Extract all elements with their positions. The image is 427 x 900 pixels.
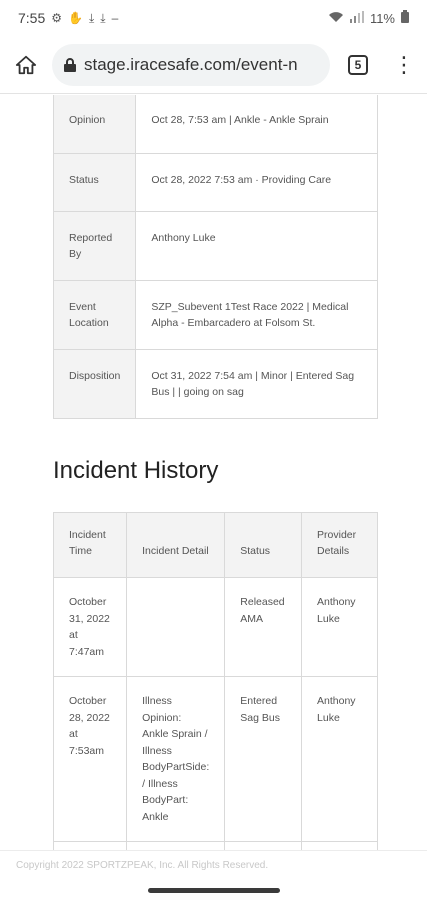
system-nav-bar [0,882,427,900]
page-content [0,95,427,850]
table-row [54,677,378,842]
cell-incident-detail [127,578,225,677]
details-row-status [54,154,378,212]
tab-switcher-button[interactable] [330,36,386,94]
wifi-icon [328,11,344,26]
notification-icons [51,11,118,26]
details-label: Event Location [54,281,136,350]
cell-provider: Anthony Luke [302,578,378,677]
details-label: Status [54,154,136,212]
status-time: 7:55 [18,10,46,26]
hand-icon: ✋ [68,11,83,25]
cell-provider: Anthony Luke [302,677,378,842]
details-row-reported-by [54,212,378,281]
column-header-incident-time: Incident Time [54,513,127,578]
details-label: Reported By [54,212,136,281]
details-value: Oct 28, 7:53 am | Ankle - Ankle Sprain [136,95,378,154]
cell-empty [302,842,378,851]
history-header-row [54,513,378,578]
details-value: Anthony Luke [136,212,378,281]
details-row-disposition [54,350,378,419]
lock-icon [64,58,76,72]
minus-icon: – [111,11,119,25]
incident-history-table [53,512,378,850]
table-row [54,578,378,677]
browser-toolbar [0,36,427,94]
page-footer [0,850,427,882]
cell-incident-time: October 31, 2022 at 7:47am [54,578,127,677]
details-value: Oct 28, 2022 7:53 am · Providing Care [136,154,378,212]
more-menu-button[interactable] [386,36,422,94]
download-icon: ⤓ [100,10,106,25]
url-text: stage.iracesafe.com/event-n [84,54,298,74]
column-header-provider-details: Provider Details [302,513,378,578]
system-icons [328,10,409,26]
cell-status: Released AMA [225,578,302,677]
cell-incident-detail: Illness Opinion: Ankle Sprain / Illness BodyPartSide: / Illness BodyPart: Ankle [127,677,225,842]
cell-incident-time: October 28, 2022 at 7:53am [54,677,127,842]
signal-icon [350,11,364,26]
copyright-text: Copyright 2022 SPORTZPEAK, Inc. All Rights Reserved. [16,860,269,871]
table-row [54,842,378,851]
kebab-menu-icon: ⋮ [393,51,415,77]
cell-empty [225,842,302,851]
home-button[interactable] [0,36,52,94]
column-header-incident-detail: Incident Detail [127,513,225,578]
cell-empty [54,842,127,851]
status-bar [0,0,427,36]
download-icon: ⤓ [88,10,95,25]
gesture-handle[interactable] [148,888,280,893]
cell-status: Entered Sag Bus [225,677,302,842]
column-header-status: Status [225,513,302,578]
home-icon [15,54,37,76]
details-row-event-location [54,281,378,350]
details-label: Opinion [54,95,136,154]
details-row-opinion [54,95,378,154]
details-label: Disposition [54,350,136,419]
battery-icon [401,10,409,26]
details-value: SZP_Subevent 1Test Race 2022 | Medical Alpha - Embarcadero at Folsom St. [136,281,378,350]
cell-empty [127,842,225,851]
address-bar[interactable] [52,44,330,86]
details-value: Oct 31, 2022 7:54 am | Minor | Entered Sag Bus | | going on sag [136,350,378,419]
gear-icon: ⚙ [51,11,63,25]
incident-details-table [53,95,378,419]
incident-history-title: Incident History [53,457,219,484]
battery-level: 11% [369,10,395,26]
tab-count: 5 [348,55,368,75]
